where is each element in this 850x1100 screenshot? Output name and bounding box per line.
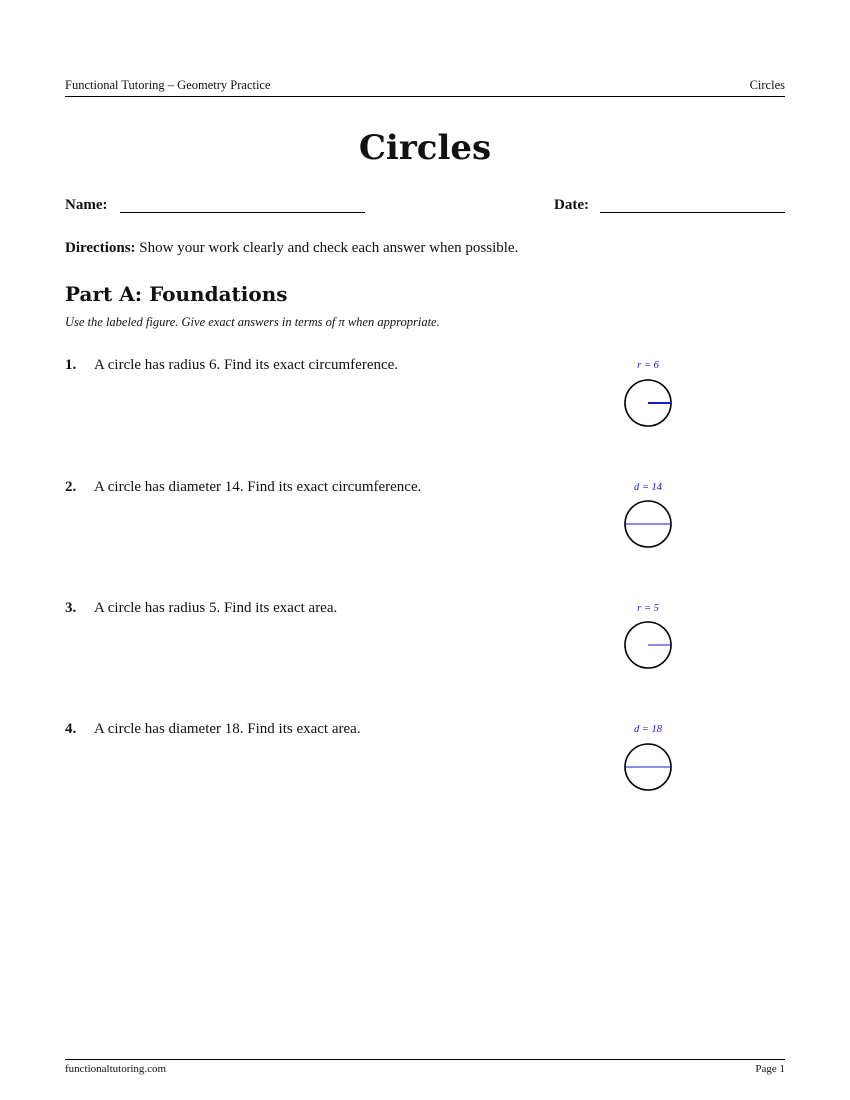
directions-text: Show your work clearly and check each answer when possible. — [135, 240, 519, 256]
directions-label: Directions: — [65, 240, 136, 256]
problem-2 — [65, 479, 785, 589]
footer-website: functionaltutoring.com — [65, 1063, 167, 1075]
circle-radius-figure — [623, 615, 675, 673]
page-title: Circles — [358, 128, 492, 168]
figure-label: r = 5 — [637, 603, 659, 614]
problem-4 — [65, 721, 785, 831]
problem-number: 2. — [65, 479, 77, 495]
footer-page-number: Page 1 — [755, 1063, 785, 1075]
date-field[interactable] — [554, 197, 589, 214]
figure-label: d = 18 — [633, 724, 663, 735]
figure-label: d = 14 — [633, 482, 663, 493]
problem-text: A circle has diameter 14. Find its exact circumference. — [94, 479, 422, 495]
problem-text: A circle has radius 5. Find its exact area. — [94, 600, 338, 616]
problem-1 — [65, 357, 785, 467]
problem-number: 4. — [65, 721, 77, 737]
page-header — [65, 78, 785, 97]
problem-number: 1. — [65, 357, 77, 373]
header-topic: Circles — [749, 78, 785, 92]
figure-label: r = 6 — [637, 360, 659, 371]
problem-text: A circle has diameter 18. Find its exact area. — [94, 721, 361, 737]
page-footer — [65, 1059, 785, 1075]
part-a-title: Part A: Foundations — [65, 282, 288, 306]
problem-text: A circle has radius 6. Find its exact circumference. — [94, 357, 399, 373]
circle-diameter-figure — [623, 736, 675, 794]
part-a-note: Use the labeled figure. Give exact answers in terms of π when appropriate. — [65, 315, 440, 329]
date-label: Date: — [554, 197, 589, 213]
circle-radius-figure — [623, 372, 675, 430]
circle-diameter-figure — [623, 494, 675, 552]
date-blank-line[interactable] — [600, 212, 785, 213]
directions — [65, 240, 518, 257]
problem-number: 3. — [65, 600, 77, 616]
name-blank-line[interactable] — [120, 212, 365, 213]
name-label: Name: — [65, 197, 108, 213]
name-field[interactable] — [65, 197, 107, 214]
header-course-title: Functional Tutoring – Geometry Practice — [65, 78, 271, 92]
problem-3 — [65, 600, 785, 710]
